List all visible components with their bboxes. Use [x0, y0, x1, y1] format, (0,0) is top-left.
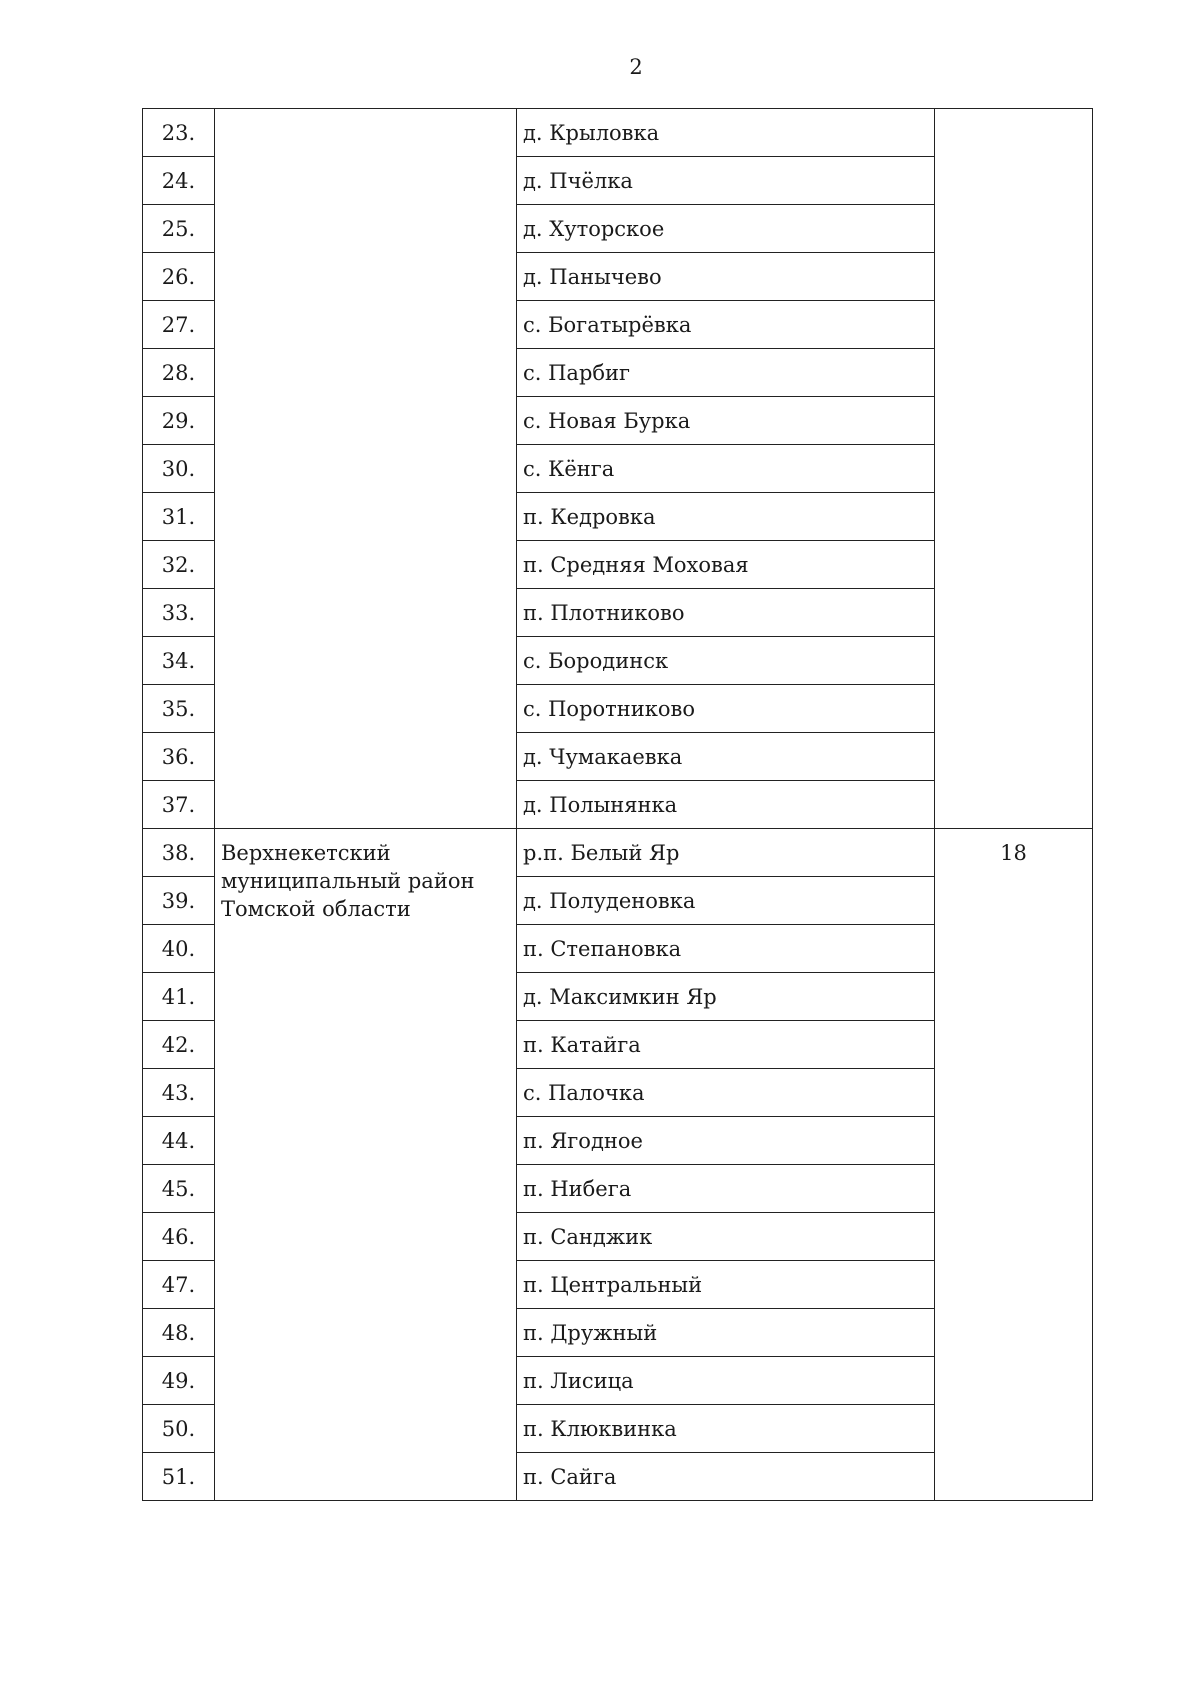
row-number: 29. [143, 397, 215, 445]
locality-name: д. Полуденовка [517, 877, 935, 925]
locality-name: д. Панычево [517, 253, 935, 301]
row-number: 45. [143, 1165, 215, 1213]
district-name [215, 109, 517, 829]
locality-name: с. Новая Бурка [517, 397, 935, 445]
table-row [143, 829, 1093, 877]
locality-name: д. Крыловка [517, 109, 935, 157]
locality-name: п. Нибега [517, 1165, 935, 1213]
row-number: 49. [143, 1357, 215, 1405]
locality-name: д. Пчёлка [517, 157, 935, 205]
row-number: 50. [143, 1405, 215, 1453]
row-number: 33. [143, 589, 215, 637]
locality-name: д. Хуторское [517, 205, 935, 253]
settlements-table [142, 108, 1093, 1501]
locality-name: п. Катайга [517, 1021, 935, 1069]
locality-name: с. Кёнга [517, 445, 935, 493]
district-name: Верхнекетский муниципальный район Томской области [215, 829, 517, 1501]
row-number: 41. [143, 973, 215, 1021]
row-number: 28. [143, 349, 215, 397]
locality-name: с. Парбиг [517, 349, 935, 397]
locality-name: с. Бородинск [517, 637, 935, 685]
locality-name: д. Полынянка [517, 781, 935, 829]
locality-name: п. Степановка [517, 925, 935, 973]
locality-name: п. Санджик [517, 1213, 935, 1261]
row-number: 48. [143, 1309, 215, 1357]
locality-name: п. Сайга [517, 1453, 935, 1501]
locality-name: п. Центральный [517, 1261, 935, 1309]
locality-name: д. Максимкин Яр [517, 973, 935, 1021]
row-number: 46. [143, 1213, 215, 1261]
row-number: 35. [143, 685, 215, 733]
locality-name: п. Средняя Моховая [517, 541, 935, 589]
row-number: 44. [143, 1117, 215, 1165]
locality-name: д. Чумакаевка [517, 733, 935, 781]
locality-name: с. Палочка [517, 1069, 935, 1117]
row-number: 30. [143, 445, 215, 493]
row-number: 43. [143, 1069, 215, 1117]
row-number: 32. [143, 541, 215, 589]
row-number: 38. [143, 829, 215, 877]
row-number: 37. [143, 781, 215, 829]
row-number: 31. [143, 493, 215, 541]
row-number: 25. [143, 205, 215, 253]
locality-name: п. Клюквинка [517, 1405, 935, 1453]
locality-name: с. Богатырёвка [517, 301, 935, 349]
row-number: 51. [143, 1453, 215, 1501]
page-number: 2 [629, 55, 643, 79]
row-number: 47. [143, 1261, 215, 1309]
row-number: 34. [143, 637, 215, 685]
locality-name: р.п. Белый Яр [517, 829, 935, 877]
row-number: 26. [143, 253, 215, 301]
row-number: 40. [143, 925, 215, 973]
row-number: 23. [143, 109, 215, 157]
row-number: 24. [143, 157, 215, 205]
locality-count: 18 [935, 829, 1093, 1501]
row-number: 42. [143, 1021, 215, 1069]
locality-name: п. Лисица [517, 1357, 935, 1405]
locality-name: п. Дружный [517, 1309, 935, 1357]
table-row [143, 109, 1093, 157]
row-number: 36. [143, 733, 215, 781]
locality-name: п. Ягодное [517, 1117, 935, 1165]
row-number: 39. [143, 877, 215, 925]
locality-count [935, 109, 1093, 829]
locality-name: п. Кедровка [517, 493, 935, 541]
locality-name: п. Плотниково [517, 589, 935, 637]
locality-name: с. Поротниково [517, 685, 935, 733]
row-number: 27. [143, 301, 215, 349]
